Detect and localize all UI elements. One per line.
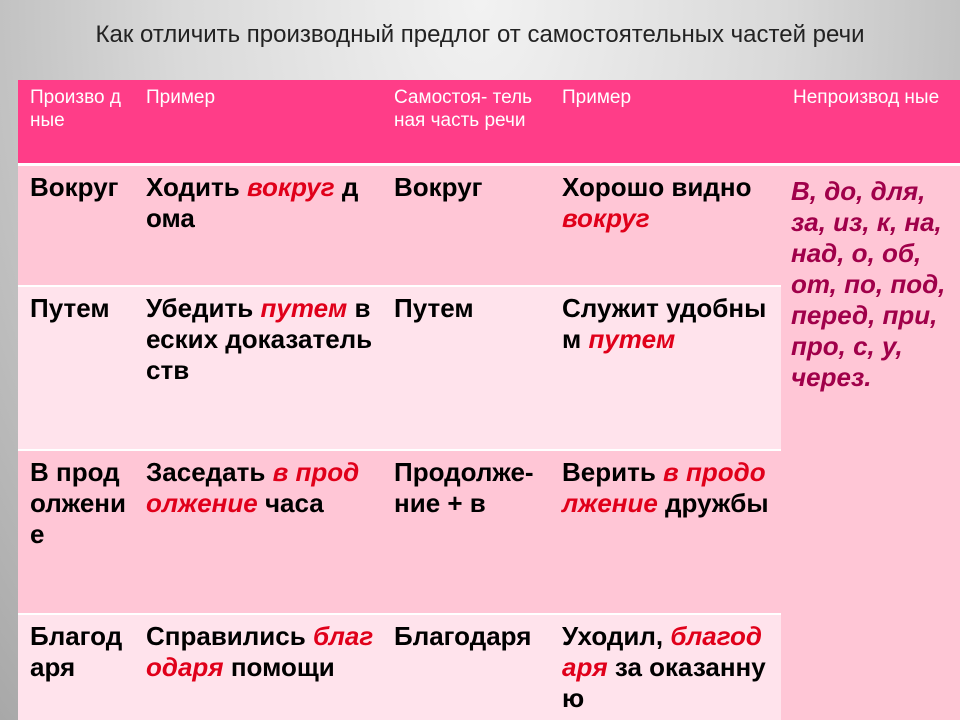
example-cell: [134, 614, 382, 720]
example-cell-2: [550, 450, 781, 614]
derived-cell: В продолжение: [18, 450, 134, 614]
example-cell: [134, 286, 382, 450]
comparison-table: [18, 80, 960, 720]
example-text: Убедить: [146, 293, 261, 323]
header-independent: Самостоя- тельная часть речи: [382, 80, 550, 164]
table-row: [18, 164, 960, 286]
example-cell-2: [550, 286, 781, 450]
highlighted-word: в продолжение: [562, 457, 766, 518]
header-example: Пример: [134, 80, 382, 164]
example-text: дома: [146, 171, 359, 233]
example-text: Служит удобным: [562, 293, 767, 354]
example-text: Ходить: [146, 171, 247, 202]
derived-cell: Благодаря: [18, 614, 134, 720]
derived-cell: Путем: [18, 286, 134, 450]
independent-cell: Благодаря: [382, 614, 550, 720]
example-cell-2: [550, 614, 781, 720]
example-text: веских доказательств: [146, 293, 373, 385]
example-text: Уходил,: [562, 621, 671, 651]
highlighted-word: вокруг: [246, 171, 335, 202]
example-text: дружбы: [657, 488, 769, 518]
highlighted-word: вокруг: [562, 202, 650, 233]
highlighted-word: в продолжение: [146, 457, 360, 518]
header-example-2: Пример: [550, 80, 781, 164]
independent-cell: Вокруг: [382, 164, 550, 286]
example-text: Хорошо видно: [562, 171, 752, 202]
example-cell: [134, 450, 382, 614]
comparison-table-container: [18, 80, 960, 720]
slide-title: Как отличить производный предлог от самостоятельных частей речи: [95, 21, 865, 48]
highlighted-word: благодаря: [562, 621, 762, 682]
example-text: Верить: [562, 457, 664, 487]
example-cell: [134, 164, 382, 286]
example-cell-2: [550, 164, 781, 286]
non-derived-list: В, до, для, за, из, к, на, над, о, об, от, по, под, перед, при, про, с, у, через.: [781, 164, 960, 720]
highlighted-word: путем: [588, 324, 676, 354]
header-derived: Произво дные: [18, 80, 134, 164]
highlighted-word: благодаря: [146, 621, 374, 682]
example-text: часа: [257, 488, 324, 518]
derived-cell: Вокруг: [18, 164, 134, 286]
table-header-row: [18, 80, 960, 164]
example-text: Справились: [146, 621, 313, 651]
independent-cell: Продолже- ние + в: [382, 450, 550, 614]
example-text: Заседать: [146, 457, 273, 487]
independent-cell: Путем: [382, 286, 550, 450]
header-non-derived: Непроизвод ные: [781, 80, 960, 164]
example-text: за оказанную: [562, 652, 766, 713]
highlighted-word: путем: [260, 293, 348, 323]
example-text: помощи: [223, 652, 335, 682]
